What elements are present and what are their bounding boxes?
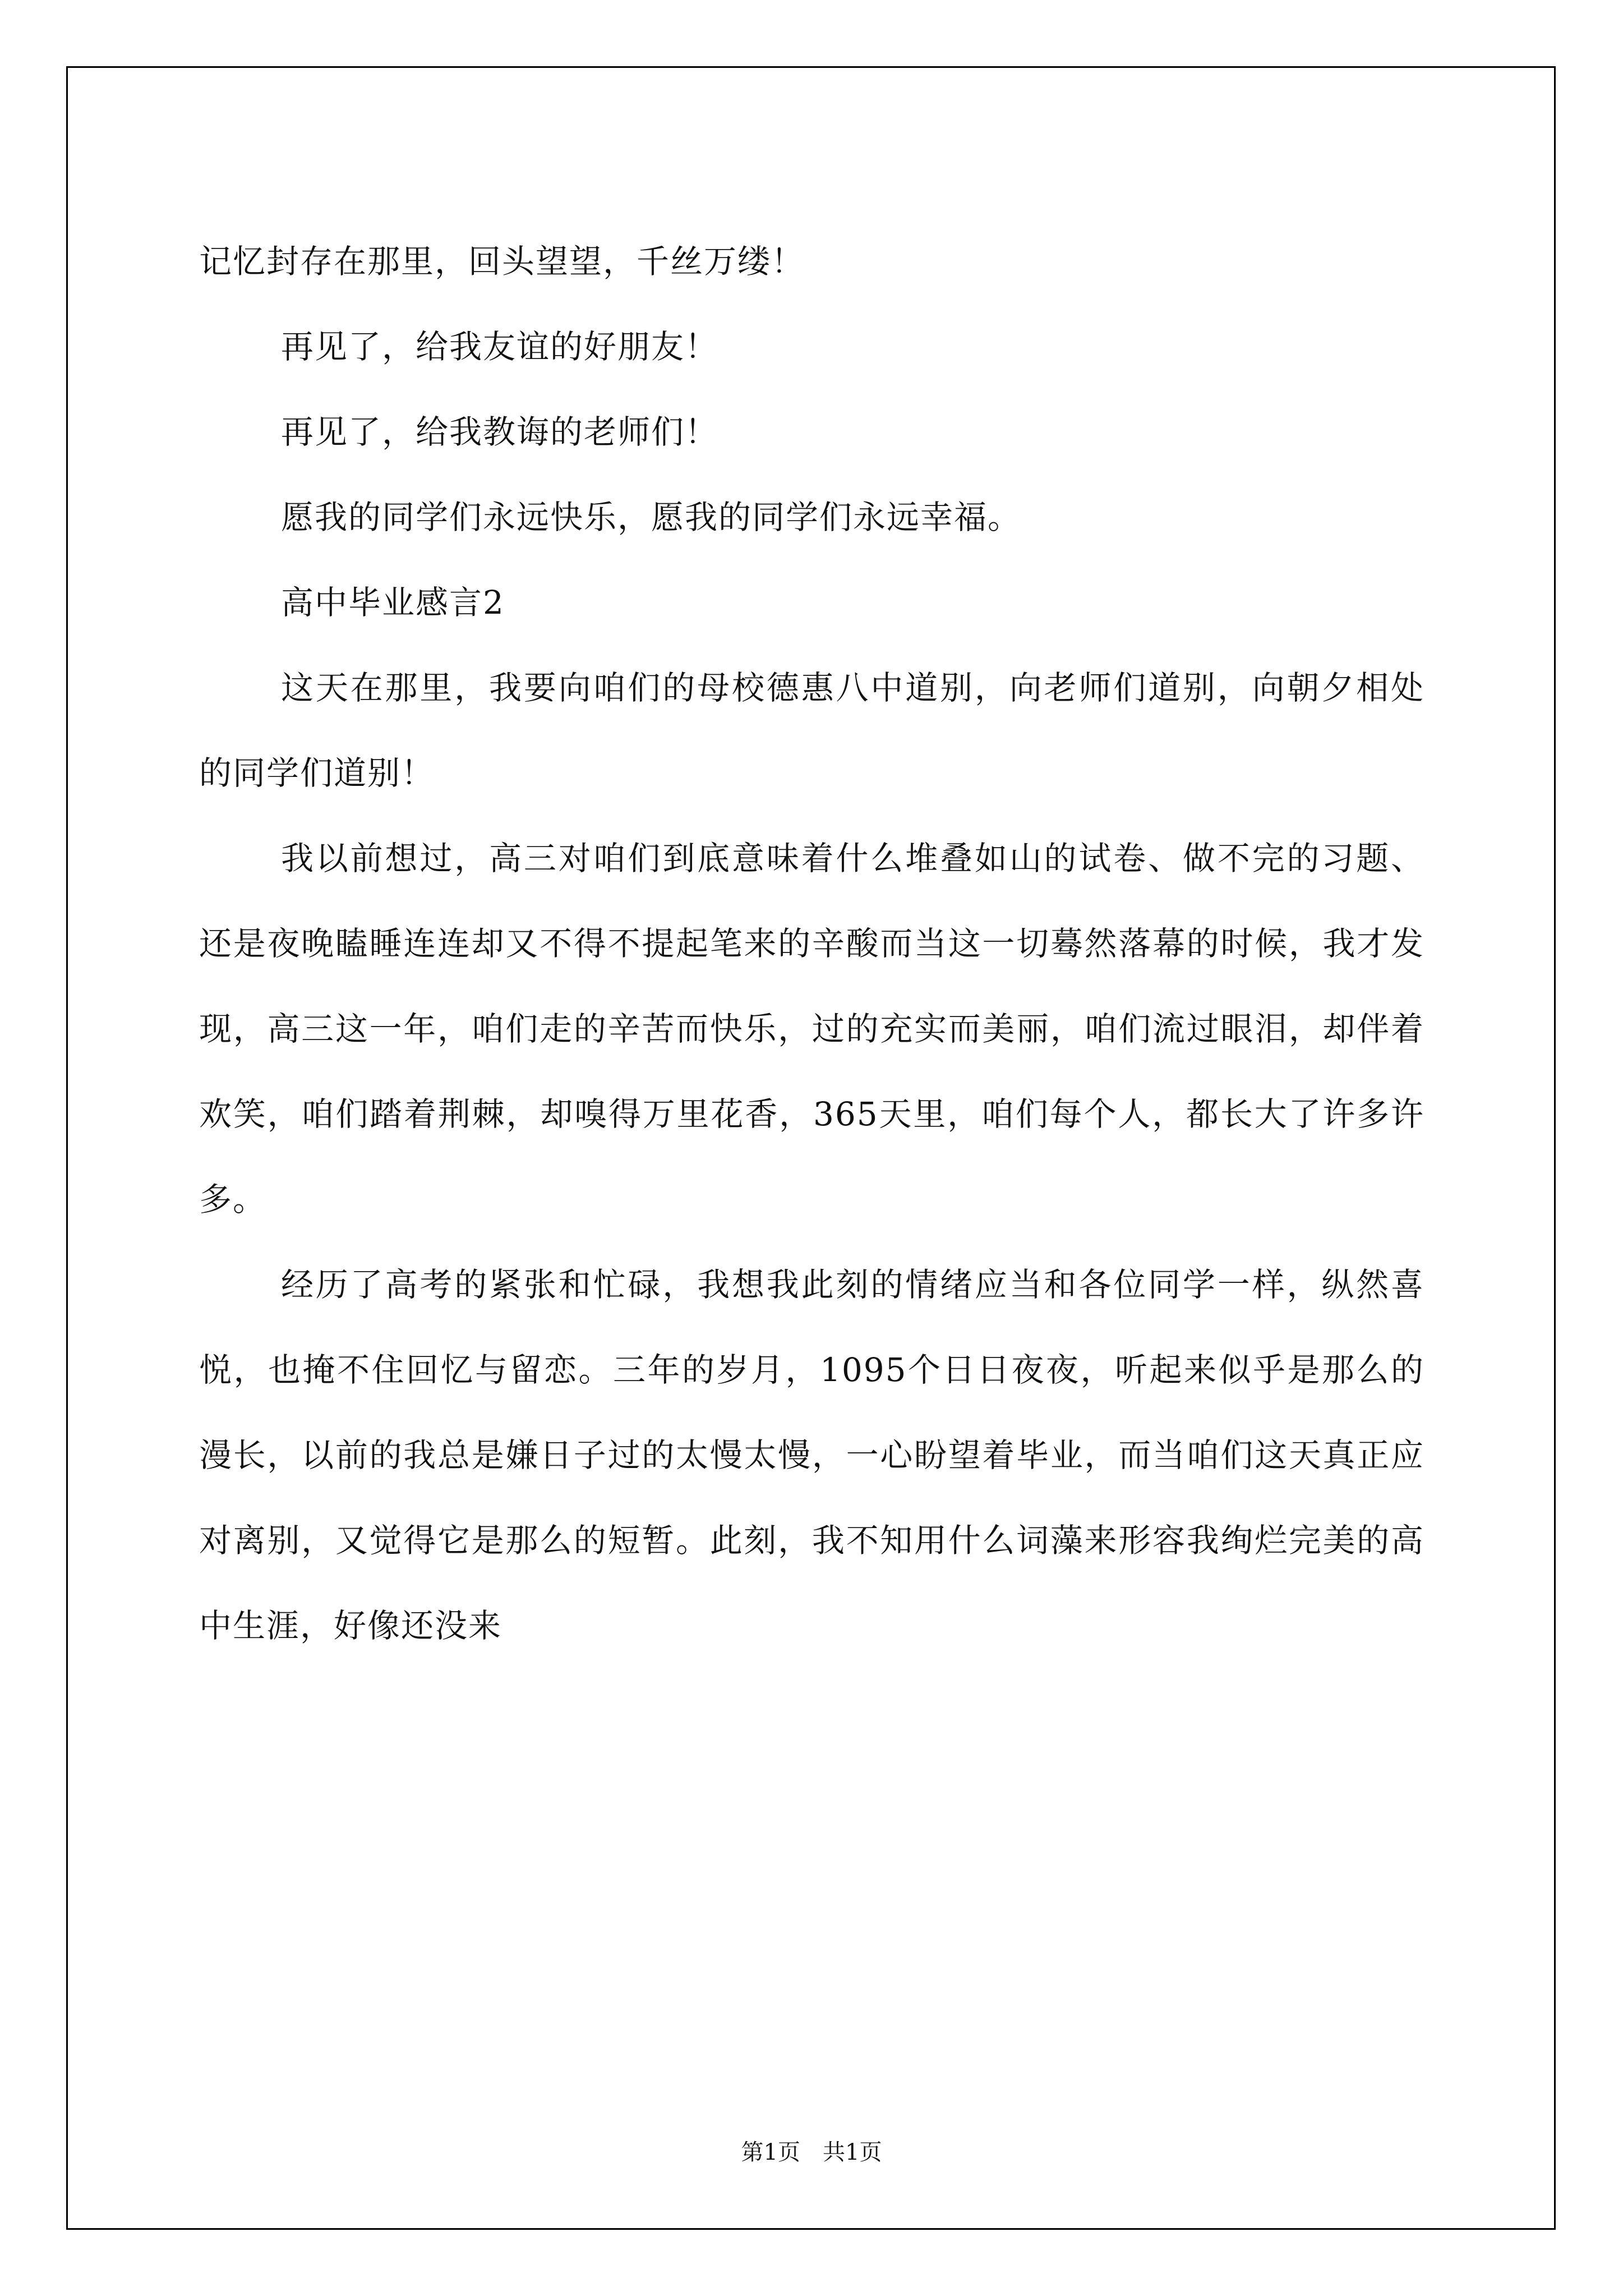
paragraph: 这天在那里，我要向咱们的母校德惠八中道别，向老师们道别，向朝夕相处的同学们道别！ xyxy=(199,669,1424,792)
paragraph: 愿我的同学们永远快乐，愿我的同学们永远幸福。 xyxy=(281,498,1022,536)
paragraph: 再见了，给我教诲的老师们！ xyxy=(281,413,719,451)
paragraph: 记忆封存在那里，回头望望，千丝万缕！ xyxy=(199,242,805,280)
document-body xyxy=(199,219,1424,1668)
section-heading: 高中毕业感言2 xyxy=(281,583,505,622)
paragraph: 我以前想过，高三对咱们到底意味着什么堆叠如山的试卷、做不完的习题、还是夜晚瞌睡连连却又不得不提起笔来的辛酸而当这一切蓦然落幕的时候，我才发现，高三这一年，咱们走的辛苦而快乐，过的充实而美丽，咱们流过眼泪，却伴着欢笑，咱们踏着荆棘，却嗅得万里花香，365天里，咱们每个人，都长大了许多许多。 xyxy=(199,839,1424,1218)
page-number: 第1页 共1页 xyxy=(741,2139,882,2165)
paragraph: 经历了高考的紧张和忙碌，我想我此刻的情绪应当和各位同学一样，纵然喜悦，也掩不住回忆与留恋。三年的岁月，1095个日日夜夜，听起来似乎是那么的漫长，以前的我总是嫌日子过的太慢太慢，一心盼望着毕业，而当咱们这天真正应对离别，又觉得它是那么的短暂。此刻，我不知用什么词藻来形容我绚烂完美的高中生涯，好像还没来 xyxy=(199,1266,1424,1645)
paragraph: 再见了，给我友谊的好朋友！ xyxy=(281,328,719,366)
